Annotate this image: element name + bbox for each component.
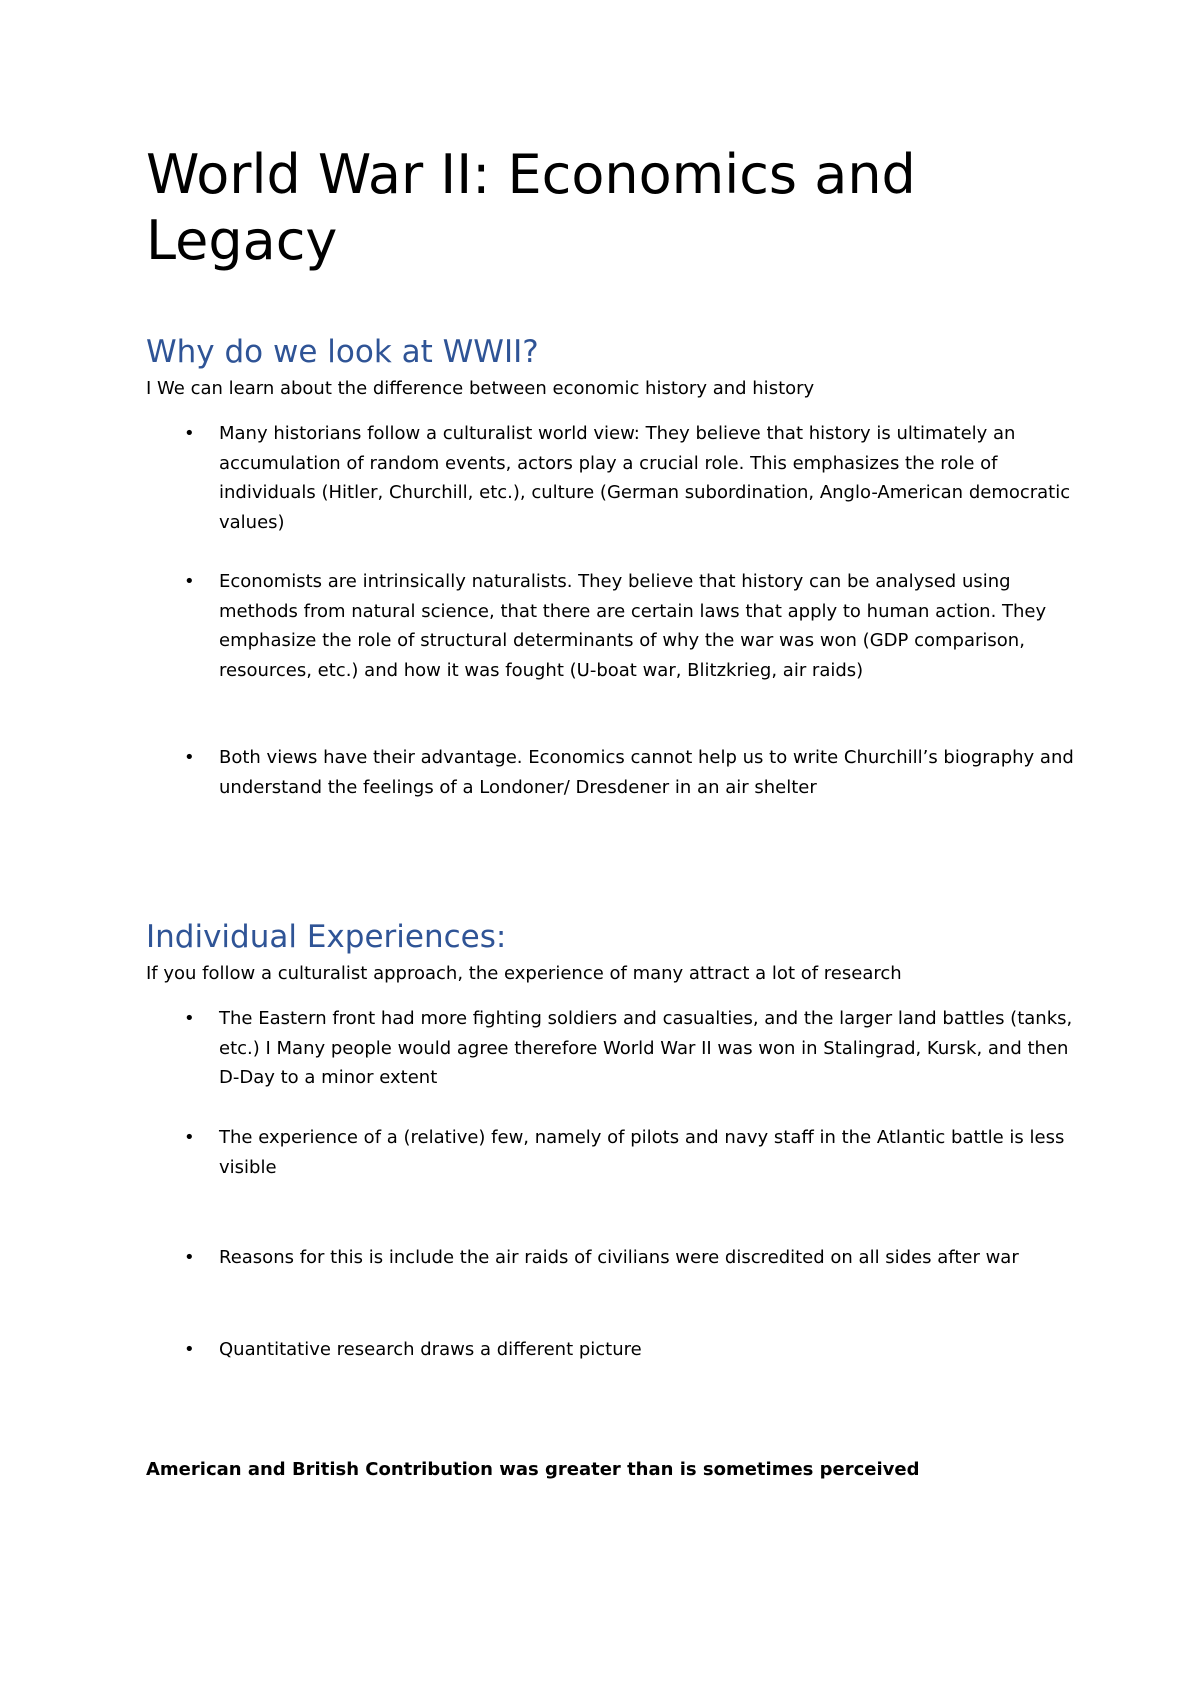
list-item <box>146 1243 1076 1273</box>
closing-statement: American and British Contribution was greater than is sometimes perceived <box>146 1459 920 1480</box>
document-title: World War II: Economics and Legacy <box>146 143 916 272</box>
bullet-icon: • <box>184 423 195 444</box>
list-item <box>146 1123 1076 1182</box>
bullet-icon: • <box>184 571 195 592</box>
list-item-text: The Eastern front had more fighting soldiers and casualties, and the larger land battles (tanks, etc.) I Many people would agree therefore World War II was won in Stalingrad, Kursk, and then D-Day to a minor extent <box>219 1008 1073 1088</box>
bullet-icon: • <box>184 1339 195 1360</box>
bullet-icon: • <box>184 1127 195 1148</box>
list-item <box>146 567 1076 685</box>
bullet-icon: • <box>184 1008 195 1029</box>
list-item-text: Both views have their advantage. Economics cannot help us to write Churchill’s biography and understand the feelings of a Londoner/ Dresdener in an air shelter <box>219 747 1074 798</box>
list-item-text: Quantitative research draws a different picture <box>219 1339 642 1360</box>
bullet-icon: • <box>184 747 195 768</box>
section-intro: I We can learn about the difference between economic history and history <box>146 378 815 399</box>
list-item-text: Economists are intrinsically naturalists. They believe that history can be analysed using methods from natural science, that there are certain laws that apply to human action. They emphasize the role of structural determinants of why the war was won (GDP comparison, resources, etc.) and how it was fought (U-boat war, Blitzkrieg, air raids) <box>219 571 1047 681</box>
bullet-icon: • <box>184 1247 195 1268</box>
section-heading-individual-experiences: Individual Experiences: <box>146 919 507 955</box>
list-item <box>146 1004 1076 1093</box>
section-heading-why-wwii: Why do we look at WWII? <box>146 334 539 370</box>
section-intro: If you follow a culturalist approach, the experience of many attract a lot of research <box>146 963 902 984</box>
list-item-text: Reasons for this is include the air raids of civilians were discredited on all sides after war <box>219 1247 1019 1268</box>
list-item <box>146 1335 1076 1365</box>
list-item <box>146 743 1076 802</box>
list-item-text: Many historians follow a culturalist world view: They believe that history is ultimately an accumulation of random events, actors play a crucial role. This emphasizes the role of individuals (Hitler, Churchill, etc.), culture (German subordination, Anglo-American democratic values) <box>219 423 1071 533</box>
list-item <box>146 419 1076 537</box>
list-item-text: The experience of a (relative) few, namely of pilots and navy staff in the Atlantic battle is less visible <box>219 1127 1065 1178</box>
